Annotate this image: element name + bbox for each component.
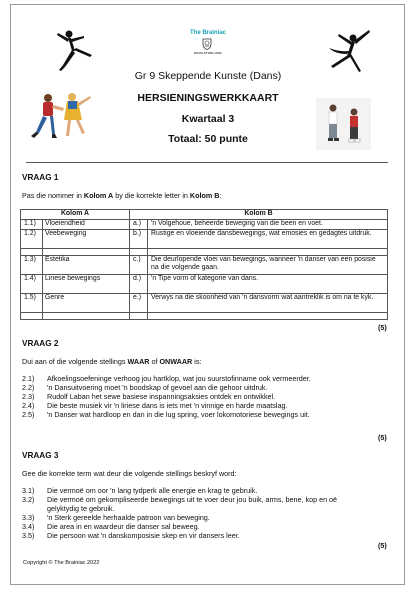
list-item: 2.1) Afkoelingsoefeninge verhoog jou hartklop, wat jou suurstofinname ook vermeerder. [22, 374, 311, 383]
list-item: 2.5) 'n Danser wat hardloop en dan in die lug spring, voer lokomotoriese bewegings uit. [22, 410, 310, 419]
question-2-heading: VRAAG 2 [22, 339, 59, 348]
list-item: 3.5) Die persoon wat 'n danskomposisie skep en vir dansers leer. [22, 531, 240, 540]
table-row: 1.5) Genre e.) Verwys na die skoonheid van 'n dansvorm wat aantreklik is om na te kyk. [21, 294, 388, 313]
question-1-heading: VRAAG 1 [22, 173, 59, 182]
column-a-header: Kolom A [21, 210, 130, 220]
header-divider [26, 162, 388, 163]
list-item: 3.1) Die vermoë om oor 'n lang tydperk alle energie en krag te gebruik. [22, 486, 258, 495]
term-label: Kwartaal 3 [181, 113, 235, 125]
question-1-marks: (5) [378, 323, 387, 332]
table-row: 1.2) Veebeweging b.) Rustige en vloeiende dansbewegings, wat emosies en gedagtes uitdruk. [21, 230, 388, 249]
question-3-marks: (5) [378, 541, 387, 550]
question-2-marks: (5) [378, 433, 387, 442]
total-marks: Totaal: 50 punte [168, 133, 248, 145]
question-1-instruction: Pas die nommer in Kolom A by die korrekte letter in Kolom B: [22, 191, 222, 200]
question-2-list [22, 374, 392, 419]
table-row: 1.4) Liriese bewegings d.) 'n Tipe vorm of kategorie van dans. [21, 275, 388, 294]
matching-table [20, 209, 388, 320]
list-item: 3.4) Die area in en waardeur die danser sal beweeg. [22, 522, 200, 531]
worksheet-subtitle: HERSIENINGSWERKKAART [137, 92, 279, 104]
list-item: 3.2) Die vermoë om gekompliseerde bewegings uit te voer deur jou buik, arms, bene, kop en oë gelyktydig te gebruik. [22, 495, 338, 513]
list-item: 2.4) Die beste musiek vir 'n liriese dans is iets met 'n vinnige en harde maatslag. [22, 401, 288, 410]
copyright-footer: Copyright © The Brainiac 2022 [23, 560, 100, 566]
list-item: 3.3) 'n Sterk gereelde herhaalde patroon van beweging. [22, 513, 210, 522]
table-row: 1.3) Estetika c.) Die deurlopende vloei van bewegings, wanneer 'n danser van een posisie na die volgende gaan. [21, 256, 388, 275]
question-3-instruction: Gee die korrekte term wat deur die volgende stellings beskryf word: [22, 469, 237, 478]
dancer-silhouette-left [54, 27, 96, 73]
list-item: 2.3) Rudolf Laban het sewe basiese inspanningsaksies ontdek en ontwikkel. [22, 392, 276, 401]
question-3-list [22, 486, 364, 540]
table-row: 1.1) Vloeiendheid a.) 'n Volgehoue, beheerde beweging van die been en voet. [21, 220, 388, 230]
worksheet-title: Gr 9 Skeppende Kunste (Dans) [134, 70, 282, 82]
brand-name: The Brainiac [189, 30, 226, 36]
column-b-header: Kolom B [130, 210, 388, 220]
question-2-instruction: Dui aan of die volgende stellings WAAR of ONWAAR is: [22, 357, 202, 366]
question-3-heading: VRAAG 3 [22, 451, 59, 460]
list-item: 2.2) 'n Dansuitvoering moet 'n boodskap of gevoel aan die gehoor uitdruk. [22, 383, 268, 392]
brainiac-crest-icon [201, 38, 213, 50]
crest-caption: EDUCATION HUB [194, 51, 222, 55]
